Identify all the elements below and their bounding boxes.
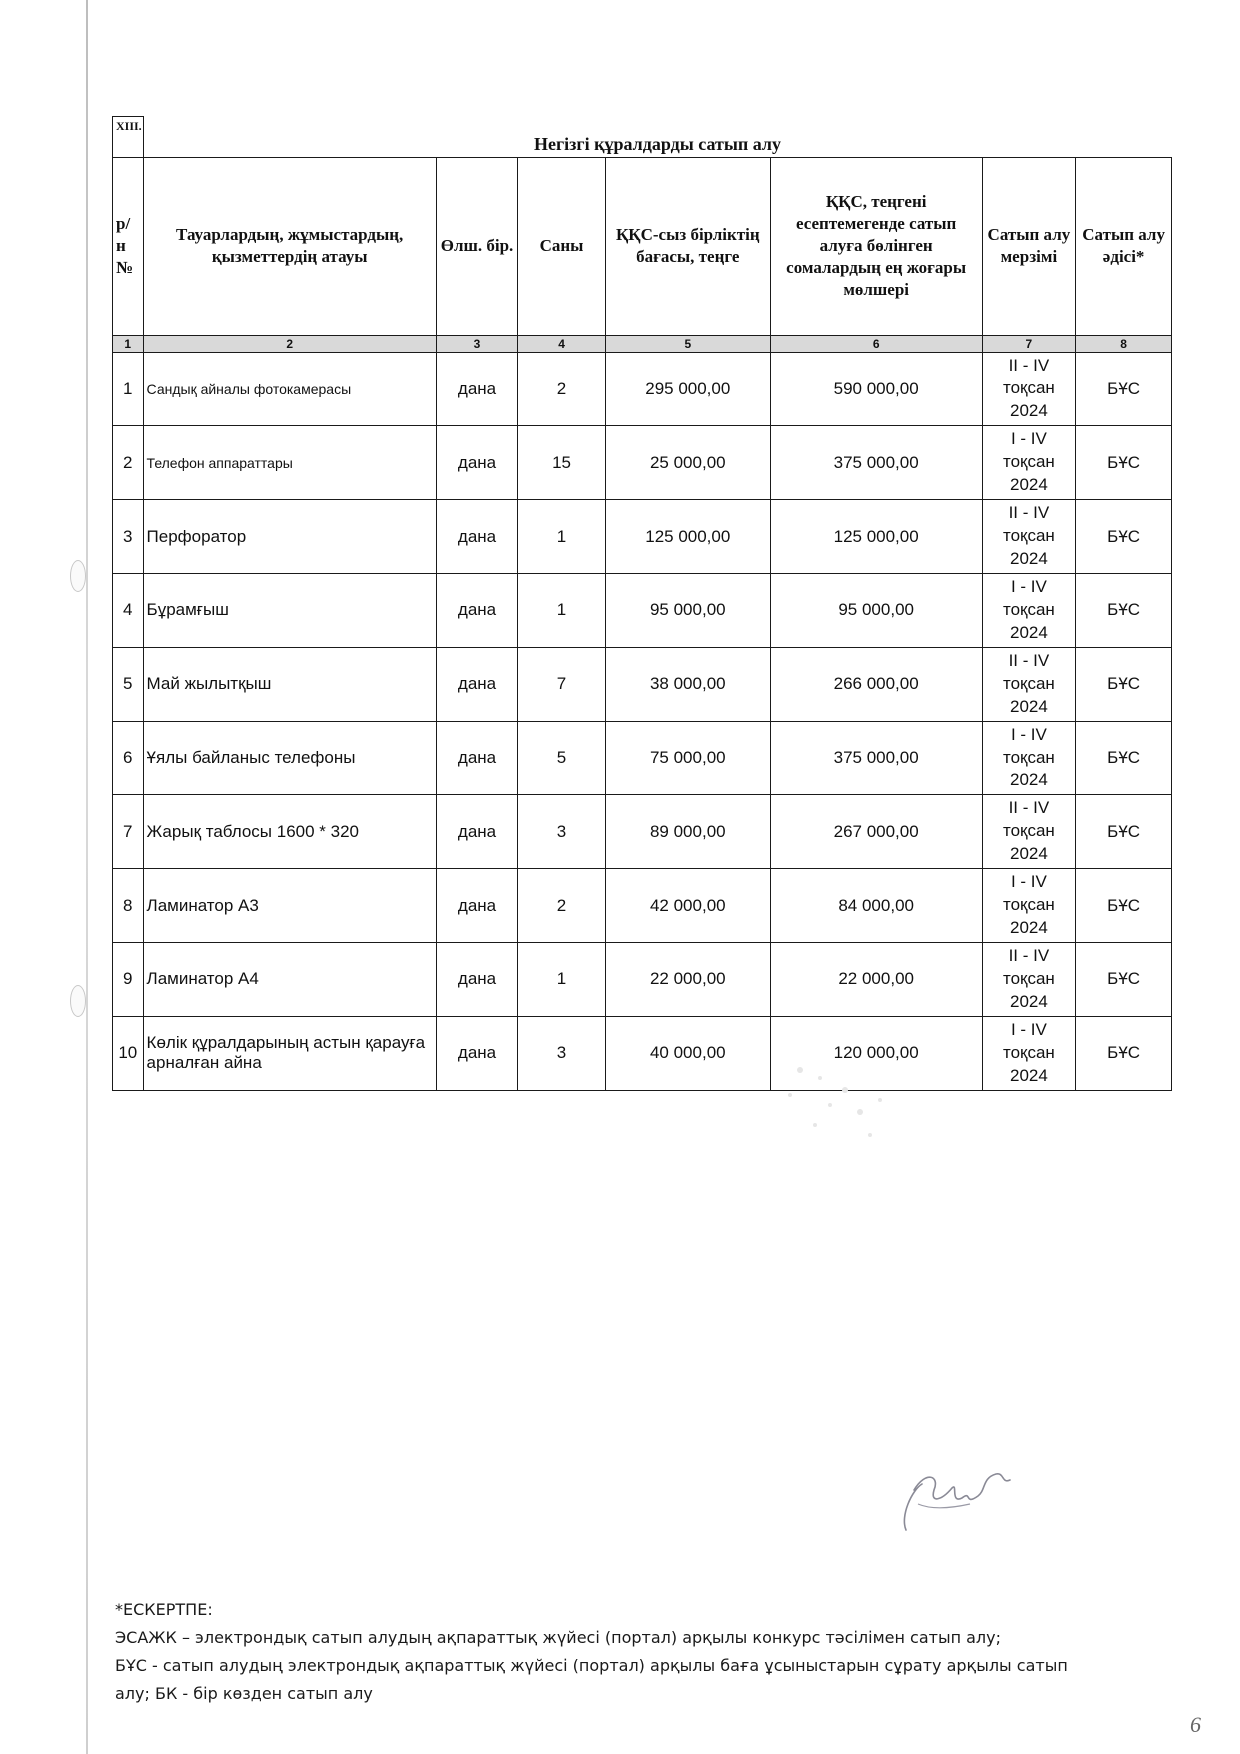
quantity: 1 [518, 943, 606, 1017]
procurement-method: БҰС [1076, 943, 1172, 1017]
header-item-name: Тауарлардың, жұмыстардың, қызметтердің атауы [143, 157, 436, 335]
quantity: 1 [518, 500, 606, 574]
max-amount: 84 000,00 [770, 869, 982, 943]
unit: дана [436, 573, 517, 647]
unit-price: 89 000,00 [605, 795, 770, 869]
column-number: 1 [113, 335, 144, 352]
section-number: XIII. [113, 117, 144, 158]
column-number: 8 [1076, 335, 1172, 352]
footnote-line: алу; БК - бір көзден сатып алу [115, 1684, 373, 1703]
header-quantity: Саны [518, 157, 606, 335]
table-row [113, 426, 1172, 500]
procurement-method: БҰС [1076, 869, 1172, 943]
table-row [113, 869, 1172, 943]
procurement-method: БҰС [1076, 352, 1172, 426]
header-procurement-method: Сатып алу әдісі* [1076, 157, 1172, 335]
procurement-table [112, 116, 1172, 1091]
item-name: Ламинатор А3 [143, 869, 436, 943]
item-name: Перфоратор [143, 500, 436, 574]
procurement-term: II - IV тоқсан 2024 [982, 943, 1076, 1017]
unit-price: 95 000,00 [605, 573, 770, 647]
unit: дана [436, 647, 517, 721]
procurement-method: БҰС [1076, 426, 1172, 500]
row-number: 8 [113, 869, 144, 943]
procurement-method: БҰС [1076, 647, 1172, 721]
footnote-title: *ЕСКЕРТПЕ: [115, 1600, 213, 1619]
unit: дана [436, 352, 517, 426]
quantity: 5 [518, 721, 606, 795]
item-name: Сандық айналы фотокамерасы [143, 352, 436, 426]
procurement-method: БҰС [1076, 721, 1172, 795]
unit: дана [436, 943, 517, 1017]
table-row [113, 573, 1172, 647]
procurement-method: БҰС [1076, 573, 1172, 647]
table-row [113, 795, 1172, 869]
table-row [113, 943, 1172, 1017]
max-amount: 267 000,00 [770, 795, 982, 869]
header-unit-price: ҚҚС-сыз бірліктің бағасы, теңге [605, 157, 770, 335]
unit-price: 25 000,00 [605, 426, 770, 500]
procurement-term: II - IV тоқсан 2024 [982, 352, 1076, 426]
header-unit: Өлш. бір. [436, 157, 517, 335]
item-name: Май жылытқыш [143, 647, 436, 721]
punch-hole [70, 985, 86, 1017]
procurement-term: I - IV тоқсан 2024 [982, 869, 1076, 943]
unit-price: 42 000,00 [605, 869, 770, 943]
procurement-method: БҰС [1076, 500, 1172, 574]
max-amount: 590 000,00 [770, 352, 982, 426]
column-number-row [113, 335, 1172, 352]
footnote [115, 1596, 1125, 1708]
footnote-line: ЭСАЖК – электрондық сатып алудың ақпараттық жүйесі (портал) арқылы конкурс тәсілімен сатып алу; [115, 1628, 1002, 1647]
unit: дана [436, 1016, 517, 1090]
row-number: 3 [113, 500, 144, 574]
table-row [113, 500, 1172, 574]
quantity: 15 [518, 426, 606, 500]
punch-hole [70, 560, 86, 592]
row-number: 5 [113, 647, 144, 721]
column-number: 6 [770, 335, 982, 352]
header-row-number: р/н № [113, 157, 144, 335]
procurement-method: БҰС [1076, 1016, 1172, 1090]
table-row [113, 721, 1172, 795]
column-number: 5 [605, 335, 770, 352]
max-amount: 375 000,00 [770, 721, 982, 795]
table-row [113, 1016, 1172, 1090]
row-number: 9 [113, 943, 144, 1017]
unit-price: 38 000,00 [605, 647, 770, 721]
unit-price: 40 000,00 [605, 1016, 770, 1090]
quantity: 1 [518, 573, 606, 647]
row-number: 7 [113, 795, 144, 869]
unit: дана [436, 869, 517, 943]
procurement-term: I - IV тоқсан 2024 [982, 426, 1076, 500]
unit-price: 295 000,00 [605, 352, 770, 426]
row-number: 2 [113, 426, 144, 500]
quantity: 2 [518, 869, 606, 943]
procurement-term: II - IV тоқсан 2024 [982, 795, 1076, 869]
scan-artifact [760, 1050, 910, 1160]
section-header-row [113, 117, 1172, 158]
procurement-term: I - IV тоқсан 2024 [982, 721, 1076, 795]
procurement-term: II - IV тоқсан 2024 [982, 647, 1076, 721]
procurement-term: I - IV тоқсан 2024 [982, 573, 1076, 647]
row-number: 4 [113, 573, 144, 647]
item-name: Телефон аппараттары [143, 426, 436, 500]
table-row [113, 647, 1172, 721]
max-amount: 22 000,00 [770, 943, 982, 1017]
quantity: 2 [518, 352, 606, 426]
item-name: Жарық таблосы 1600 * 320 [143, 795, 436, 869]
unit: дана [436, 721, 517, 795]
quantity: 3 [518, 1016, 606, 1090]
signature [892, 1460, 1022, 1540]
max-amount: 266 000,00 [770, 647, 982, 721]
item-name: Ұялы байланыс телефоны [143, 721, 436, 795]
column-number: 7 [982, 335, 1076, 352]
table-header-row [113, 157, 1172, 335]
header-procurement-term: Сатып алу мерзімі [982, 157, 1076, 335]
max-amount: 125 000,00 [770, 500, 982, 574]
quantity: 7 [518, 647, 606, 721]
unit-price: 125 000,00 [605, 500, 770, 574]
unit-price: 22 000,00 [605, 943, 770, 1017]
unit: дана [436, 795, 517, 869]
procurement-term: II - IV тоқсан 2024 [982, 500, 1076, 574]
item-name: Ламинатор А4 [143, 943, 436, 1017]
unit-price: 75 000,00 [605, 721, 770, 795]
binding-edge [86, 0, 88, 1754]
max-amount: 95 000,00 [770, 573, 982, 647]
procurement-method: БҰС [1076, 795, 1172, 869]
column-number: 4 [518, 335, 606, 352]
row-number: 6 [113, 721, 144, 795]
section-title: Негізгі құралдарды сатып алу [143, 117, 1171, 158]
max-amount: 120 000,00 [770, 1016, 982, 1090]
unit: дана [436, 500, 517, 574]
row-number: 10 [113, 1016, 144, 1090]
unit: дана [436, 426, 517, 500]
header-max-amount: ҚҚС, теңгені есептемегенде сатып алуға бөлінген сомалардың ең жоғары мөлшері [770, 157, 982, 335]
row-number: 1 [113, 352, 144, 426]
footnote-line: БҰС - сатып алудың электрондық ақпараттық жүйесі (портал) арқылы баға ұсыныстарын сұрату арқылы сатып [115, 1656, 1068, 1675]
column-number: 2 [143, 335, 436, 352]
item-name: Бұрамғыш [143, 573, 436, 647]
item-name: Көлік құралдарының астын қарауға арналған айна [143, 1016, 436, 1090]
table-row [113, 352, 1172, 426]
page-number: 6 [1190, 1712, 1201, 1737]
max-amount: 375 000,00 [770, 426, 982, 500]
column-number: 3 [436, 335, 517, 352]
table-body [113, 352, 1172, 1090]
procurement-term: I - IV тоқсан 2024 [982, 1016, 1076, 1090]
quantity: 3 [518, 795, 606, 869]
